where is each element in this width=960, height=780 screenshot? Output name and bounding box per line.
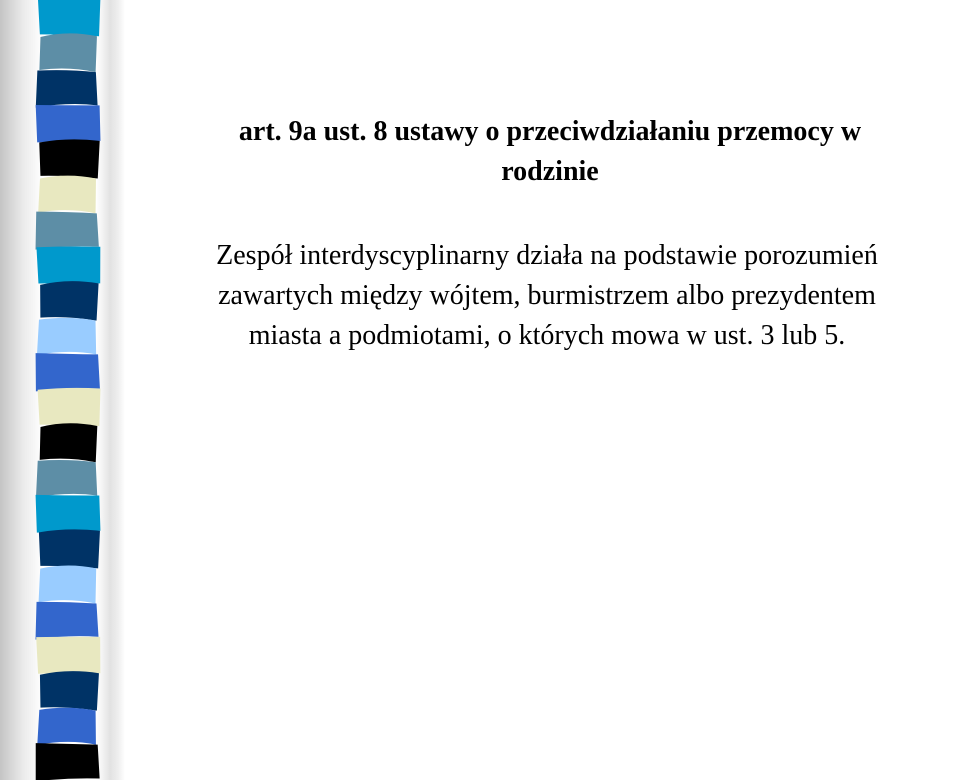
- stripe-block: [36, 247, 100, 284]
- stripe-block: [36, 602, 99, 640]
- slide-body-line-2: zawartych między wójtem, burmistrzem albo prezydentem: [218, 280, 876, 311]
- stripe-block: [40, 671, 99, 710]
- stripe-block: [38, 0, 100, 36]
- stripe-block: [36, 353, 100, 391]
- slide-title: [140, 112, 960, 192]
- slide-title-line-1: art. 9a ust. 8 ustawy o przeciwdziałaniu przemocy w: [238, 116, 862, 147]
- slide-body: [134, 236, 960, 356]
- stripe-block: [36, 70, 98, 108]
- stripe-block: [36, 637, 100, 674]
- stripe-block: [36, 105, 101, 142]
- stripe-block: [38, 176, 96, 214]
- stripe-block: [40, 423, 98, 462]
- stripe-block: [38, 388, 101, 426]
- stripe-block: [40, 281, 98, 320]
- stripe-block: [37, 708, 96, 745]
- slide-title-line-2: rodzinie: [501, 156, 599, 187]
- stripe-block: [37, 318, 96, 355]
- stripe-block: [39, 565, 97, 603]
- stripe-block: [36, 212, 99, 250]
- stripe-block: [39, 529, 100, 568]
- stripe-block: [36, 460, 97, 497]
- slide-body-line-1: Zespół interdyscyplinarny działa na podstawie porozumień: [216, 240, 878, 271]
- stripe-block: [39, 33, 97, 72]
- stripe-block: [36, 743, 100, 780]
- stripe-block: [39, 139, 99, 178]
- stripe-block: [36, 495, 101, 533]
- slide-body-line-3: miasta a podmiotami, o których mowa w ust. 3 lub 5.: [248, 320, 846, 351]
